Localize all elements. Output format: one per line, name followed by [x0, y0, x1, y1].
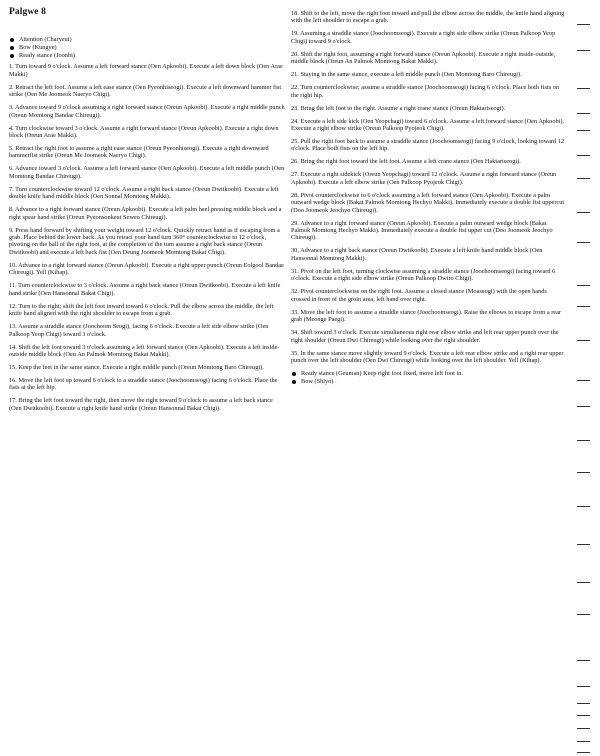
- outro-bullet: Ready stance (Geuman) Keep right foot fixed, move left foot in.: [291, 370, 566, 377]
- step-item: 15. Keep the feet in the same stance. Execute a right middle punch (Oreun Momtong Baro Chireugi).: [9, 363, 264, 371]
- step-item: 17. Bring the left foot toward the right, then move the right toward 9 o'clock to assume a left back stance (Oen Dwitkoobi). Execute a right knife hand strike (Oreun Hansonnal Bakat Chigi).: [9, 397, 273, 412]
- margin-tick: [577, 506, 590, 507]
- outro-bullet: Bow (Shiyo): [291, 378, 566, 385]
- step-item: 16. Move the left foot up toward 6 o'clock to a straddle stance (Joochoomseogi) facing 6 o'clock. Place the fists at the left hip.: [9, 376, 278, 392]
- margin-tick: [577, 212, 590, 213]
- step-item: 22. Turn counterclockwise; assume a straddle stance (Joochoomseogi) facing 6 o'clock. Place both fists on the right hip.: [291, 84, 559, 99]
- step-item: 25. Pull the right foot back to assume a straddle stance (Joochoomseogi) facing 9 o'clock, looking toward 12 o'clock. Place both fists on the left hip.: [291, 138, 565, 153]
- margin-tick: [577, 752, 590, 753]
- margin-tick: [577, 242, 590, 243]
- margin-tick: [577, 24, 590, 25]
- step-item: 1. Turn toward 9 o'clock. Assume a left forward stance (Oen Apkoobi). Execute a left down block (Oen Arae Makki): [9, 63, 283, 78]
- margin-tick-marks: [572, 0, 592, 756]
- step-item: 14. Shift the left foot toward 3 o'clock assuming a left forward stance (Oen Apkoobi). Execute a left inside-outside middle block (Oen An Palmok Momtong Bakat Makki).: [9, 343, 280, 358]
- step-item: 35. In the same stance move slightly toward 9 o'clock. Execute a left rear elbow strike and a right rear upper punch over the left shoulder (Oen Dwi Chireugi) while looking over the left shoulder. Yell (Kihap).: [291, 349, 564, 364]
- outro-bullet-list: [291, 370, 566, 385]
- step-item: 3. Advance toward 9 o'clock assuming a right forward stance (Oreun Apkoobi). Execute a right middle punch (Oreun Momtong Bandae Chireugi).: [9, 104, 285, 119]
- step-item: 23. Bring the left foot to the right. Assume a right crane stance (Oreun Haktariseogi).: [291, 104, 506, 112]
- margin-tick: [577, 660, 590, 661]
- margin-tick: [577, 178, 590, 179]
- margin-tick: [577, 440, 590, 441]
- margin-tick: [577, 703, 590, 704]
- margin-tick: [577, 715, 590, 716]
- margin-tick: [577, 406, 590, 407]
- step-item: 31. Pivot on the left foot, turning clockwise assuming a straddle stance (Joochoomseogi) facing toward 6 o'clock. Execute a right side elbow strike (Oreun Palkoop Dwiro Chigi).: [291, 267, 556, 283]
- step-item: 20. Shift the right foot, assuming a right forward stance (Oreun Apkoobi). Execute a right inside-outside, middle block (Oreun An Palmok Momtong Bakat Makki).: [291, 50, 556, 66]
- step-item: 4. Turn clockwise toward 3 o'clock. Assume a right forward stance (Oreun Apkoobi). Execute a right down block (Oreun Arae Makki).: [9, 124, 279, 140]
- margin-tick: [577, 582, 590, 583]
- intro-bullet-list: [9, 36, 285, 59]
- margin-tick: [577, 614, 590, 615]
- step-item: 9. Press hand forward by shifting your weight toward 12 o'clock. Quickly retract hand as if escaping from a grab. Place behind the lower back. As you retract your hand turn 360° counterclockwise to 12 o'clock, pivoting on the ball of the right foot, at the completion of the turn assume a right back stance (Oreun Dwitkoobi) and execute a left back fist (Oen Deung Joomeok Momtong Bakat Chigi).: [9, 226, 280, 256]
- margin-tick: [577, 728, 590, 729]
- margin-tick: [577, 544, 590, 545]
- margin-tick: [577, 741, 590, 742]
- intro-bullet: Bow (Kungye): [9, 44, 285, 51]
- step-item: 21. Staying in the same stance, execute a left middle punch (Oen Momtong Baro Chireugi).: [291, 71, 522, 79]
- margin-tick: [577, 285, 590, 286]
- step-item: 28. Pivot counterclockwise to 6 o'clock assuming a left forward stance (Oen Apkoobi). Execute a palm outward wedge block (Bakat Palmok Momtong Hechyo Makki). Immediately execute a double fist uppercut (Doo Joomeok Jeochyo Chireugi).: [291, 191, 565, 214]
- step-item: 8. Advance to a right forward stance (Oreun Apkoobi). Execute a left palm heel pressing middle block and a right spear hand strike (Oreun Pyeonsonkeut Seweo Chireugi).: [9, 206, 282, 221]
- margin-tick: [577, 88, 590, 89]
- step-item: 11. Turn counterclockwise to 3 o'clock. Assume a right back stance (Oreun Dwitkoobi). Execute a left knife hand strike (Oen Hansonnal Bakat Chigi).: [9, 282, 281, 297]
- left-column: [9, 36, 285, 418]
- step-item: 33. Move the left foot to assume a straddle stance (Joochoomseogi). Raise the elbows to escape from a rear grab (Meonge Paegi).: [291, 308, 561, 324]
- step-item: 13. Assume a straddle stance (Joochoom Seogi), facing 6 o'clock. Execute a left side elbow strike (Oen Palkoop Yeop Chigi) toward 3 o'clock.: [9, 323, 269, 338]
- step-item: 7. Turn counterclockwise toward 12 o'clock. Assume a right back stance (Oreun Dwitkoobi). Execute a left double knife hand middle block (Oen Sonnal Momtong Makki).: [9, 185, 279, 201]
- step-item: 27. Execute a right sidekick (Oreun Yeopchagi) toward 12 o'clock. Assume a right forward stance (Oreun Apkoobi). Execute a left elbow strike (Oen Palkoop Pyojeok Chigi).: [291, 171, 557, 186]
- step-item: 32. Pivot counterclockwise on the right foot. Assume a closed stance (Moaseogi) with the open hands crossed in front of the groin area, left hand over right.: [291, 288, 547, 303]
- step-item: 5. Retract the right foot to assume a right ease stance (Oreun Pyeonhiseogi). Execute a right downward hammerfist strike (Oreun Me Joomeok Naeryo Chigi).: [9, 145, 269, 160]
- step-item: 29. Advance to a right forward stance (Oreun Apkoobi). Execute a palm outward wedge block (Bakat Palmok Momtong Hechyo Makki). Immediately execute a double fist upper cut (Doo Joomeok Jeochyo Chireugi).: [291, 219, 553, 242]
- margin-tick: [577, 340, 590, 341]
- step-item: 26. Bring the right foot toward the left foot. Assume a left crane stance (Oen Haktariseogi).: [291, 158, 521, 166]
- margin-tick: [577, 472, 590, 473]
- margin-tick: [577, 380, 590, 381]
- margin-tick: [577, 50, 590, 51]
- margin-tick: [577, 130, 590, 131]
- step-item: 34. Shift toward 3 o'clock. Execute simultaneous right rear elbow strike and left rear upper punch over the right shoulder (Oreun Dwi Chireugi) while looking over the right shoulder.: [291, 329, 559, 344]
- step-item: 10. Advance to a right forward stance (Oreun Apkoobi). Execute a right upper punch (Oreun Eolgool Bandae Chireugi). Yell (Kihap).: [9, 261, 284, 277]
- margin-tick: [577, 113, 590, 114]
- step-item: 12. Turn to the right; shift the left foot inward toward 6 o'clock. Pull the elbow across the middle, the left knife hand aligned with the right shoulder to escape from a grab.: [9, 302, 274, 318]
- margin-tick: [577, 306, 590, 307]
- right-column: [291, 10, 566, 389]
- step-item: 24. Execute a left side kick (Oen Yeopchagi) toward 6 o'clock. Assume a left forward stance (Oen Apkoobi). Execute a right elbow strike (Oreun Palkoop Pyojeok Chigi).: [291, 117, 565, 133]
- intro-bullet: Attention (Charyeut): [9, 36, 285, 43]
- page-title: Palgwe 8: [9, 7, 46, 17]
- step-item: 18. Shift to the left, move the right foot inward and pull the elbow across the middle, the knife hand aligning with the left shoulder to escape a grab.: [291, 10, 565, 25]
- step-item: 6. Advance toward 3 o'clock. Assume a left forward stance (Oen Apkoobi). Execute a left middle punch (Oen Momtong Bandae Chireugi).: [9, 165, 285, 180]
- step-item: 2. Retract the left foot. Assume a left ease stance (Oen Pyeonhiseogi). Execute a left downward hammer fist strike (Oen Me Joomeok Naeryo Chigi).: [9, 83, 282, 99]
- margin-tick: [577, 155, 590, 156]
- step-item: 19. Assuming a straddle stance (Joochoomseogi). Execute a right side elbow strike (Oreun Palkoop Yeop Chigi) toward 9 o'clock.: [291, 30, 556, 45]
- step-item: 30. Advance to a right back stance (Oreun Dwitkoobi). Execute a left knife hand middle block (Oen Hansonnal Momtong Makki).: [291, 247, 543, 262]
- margin-tick: [577, 686, 590, 687]
- intro-bullet: Ready stance (Joonbi): [9, 52, 285, 59]
